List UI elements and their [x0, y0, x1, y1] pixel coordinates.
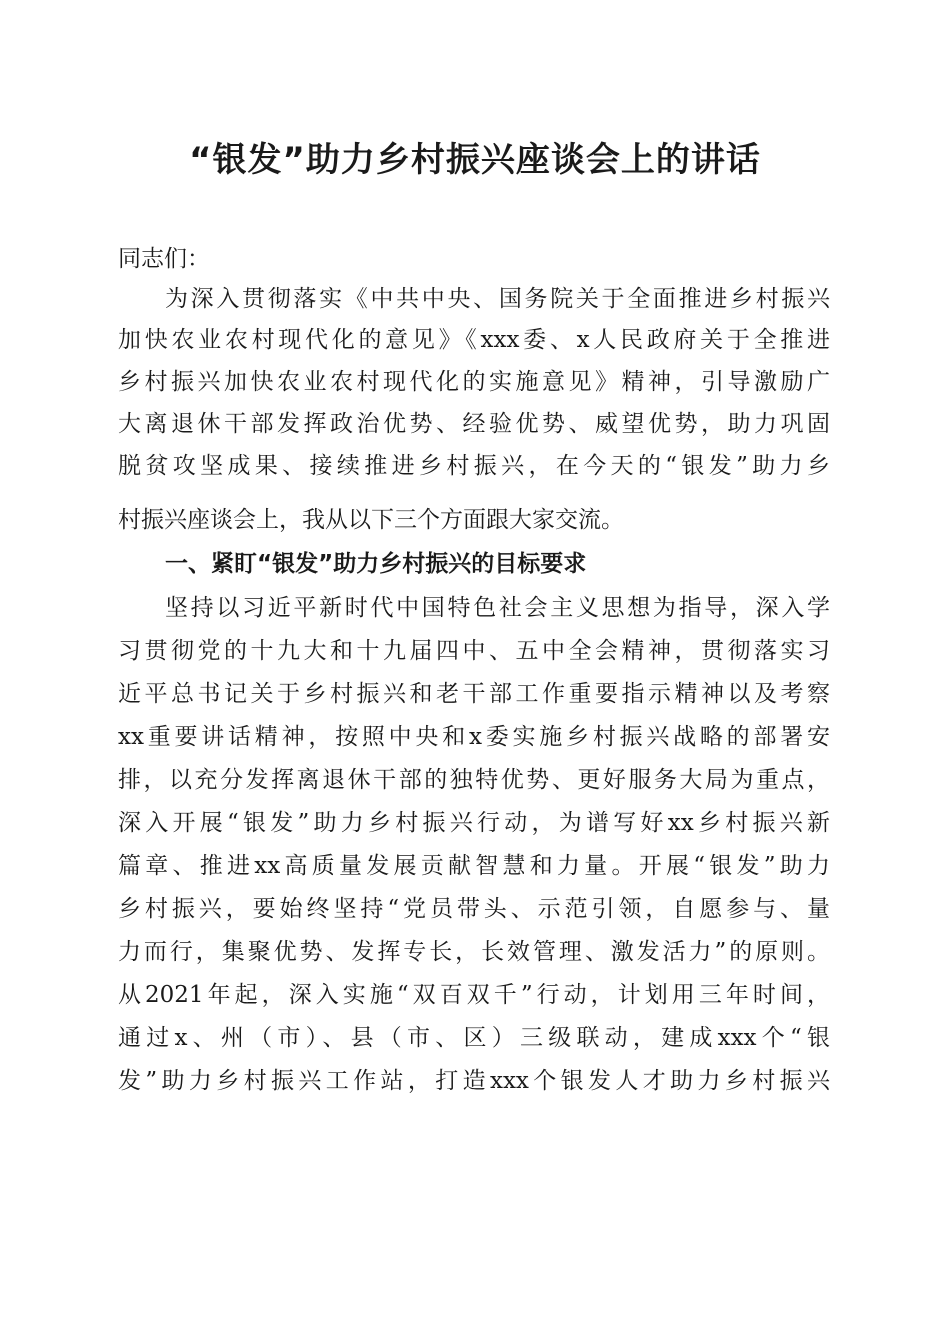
- body-line: 坚持以习近平新时代中国特色社会主义思想为指导，深入学: [165, 595, 830, 621]
- body-line: 深入开展“银发”助力乡村振兴行动，为谱写好xx乡村振兴新: [118, 810, 830, 836]
- section-heading: 一、紧盯“银发”助力乡村振兴的目标要求: [165, 551, 587, 577]
- intro-line: 村振兴座谈会上，我从以下三个方面跟大家交流。: [118, 507, 624, 533]
- body-line: 篇章、推进xx高质量发展贡献智慧和力量。开展“银发”助力: [118, 853, 830, 879]
- intro-line: 脱贫攻坚成果、接续推进乡村振兴，在今天的“银发”助力乡: [118, 453, 830, 479]
- intro-line: 为深入贯彻落实《中共中央、国务院关于全面推进乡村振兴: [165, 286, 830, 312]
- intro-line: 加快农业农村现代化的意见》《xxx委、x人民政府关于全推进: [118, 327, 830, 353]
- body-line: 近平总书记关于乡村振兴和老干部工作重要指示精神以及考察: [118, 681, 830, 707]
- body-line: xx重要讲话精神，按照中央和x委实施乡村振兴战略的部署安: [118, 724, 830, 750]
- body-line: 排，以充分发挥离退休干部的独特优势、更好服务大局为重点，: [118, 767, 830, 793]
- body-line: 发”助力乡村振兴工作站，打造xxx个银发人才助力乡村振兴: [118, 1068, 830, 1094]
- intro-line: 大离退休干部发挥政治优势、经验优势、威望优势，助力巩固: [118, 411, 830, 437]
- salutation: 同志们：: [118, 246, 210, 272]
- body-line: 乡村振兴，要始终坚持“党员带头、示范引领，自愿参与、量: [118, 896, 830, 922]
- body-line: 通过x、州（市）、县（市、区）三级联动，建成xxx个“银: [118, 1025, 830, 1051]
- document-title: “银发”助力乡村振兴座谈会上的讲话: [189, 140, 761, 180]
- body-line: 习贯彻党的十九大和十九届四中、五中全会精神，贯彻落实习: [118, 638, 830, 664]
- intro-line: 乡村振兴加快农业农村现代化的实施意见》精神，引导激励广: [118, 369, 830, 395]
- body-line: 从2021年起，深入实施“双百双千”行动，计划用三年时间，: [118, 982, 830, 1008]
- body-line: 力而行，集聚优势、发挥专长，长效管理、激发活力”的原则。: [118, 939, 830, 965]
